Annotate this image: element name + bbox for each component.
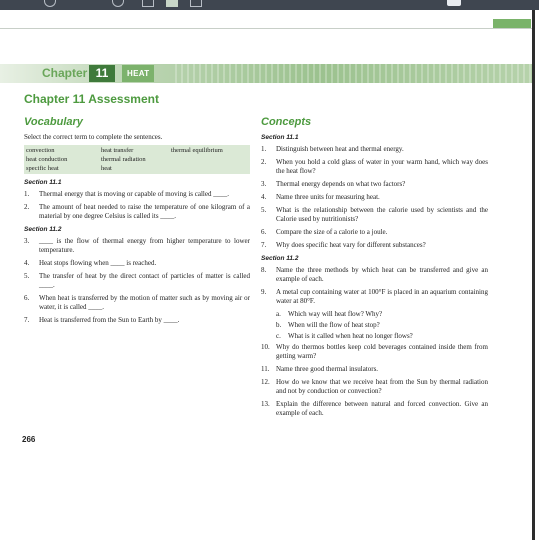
question-number: 4. [261, 193, 267, 201]
toolbar-selected-icon[interactable] [166, 0, 178, 7]
question-number: 4. [24, 259, 30, 267]
sub-question-text: What is it called when heat no longer flows? [288, 332, 413, 340]
sub-question-letter: b. [276, 321, 282, 329]
term [171, 155, 251, 164]
concepts-column [261, 116, 488, 422]
term: heat [101, 165, 112, 172]
question-text: The transfer of heat by the direct contact of particles of matter is called ____. [39, 272, 250, 289]
page-title: Chapter 11 Assessment [24, 92, 159, 106]
chapter-number: 11 [89, 65, 115, 82]
term: heat transfer [101, 147, 134, 154]
question-item [261, 145, 488, 154]
question-number: 7. [24, 316, 30, 324]
chapter-topic: HEAT [122, 65, 154, 82]
app-toolbar [0, 0, 539, 10]
section-label: Section 11.2 [261, 255, 299, 262]
question-number: 12. [261, 378, 270, 386]
question-number: 9. [261, 288, 267, 296]
question-item [261, 266, 488, 284]
question-item [261, 400, 488, 418]
question-item [24, 190, 250, 199]
question-text: Heat is transferred from the Sun to Earth by ____. [39, 316, 180, 324]
question-number: 5. [24, 272, 30, 280]
question-number: 5. [261, 206, 267, 214]
question-item [24, 203, 250, 221]
question-text: ____ is the flow of thermal energy from higher temperature to lower temperature. [39, 237, 250, 254]
toolbar-bracket-icon[interactable] [190, 0, 202, 7]
page-tab-marker [493, 19, 531, 28]
question-number: 13. [261, 400, 270, 408]
question-text: What is the relationship between the calorie used by scientists and the Calorie used by nutritionists? [276, 206, 488, 223]
term [171, 164, 251, 173]
question-item [261, 378, 488, 396]
toolbar-circle-icon[interactable] [112, 0, 124, 7]
concepts-sections [261, 133, 488, 418]
vocabulary-instruction: Select the correct term to complete the sentences. [24, 133, 163, 141]
question-text: When heat is transferred by the motion of matter such as by moving air or water, it is called ____. [39, 294, 250, 311]
question-number: 2. [24, 203, 30, 211]
question-item [261, 365, 488, 374]
sub-question-text: When will the flow of heat stop? [288, 321, 380, 329]
question-item [24, 272, 250, 290]
question-text: The amount of heat needed to raise the temperature of one kilogram of a material by one degree Celsius is called its ____. [39, 203, 250, 220]
question-text: How do we know that we receive heat from the Sun by thermal radiation and not by conduction or convection? [276, 378, 488, 395]
question-text: Compare the size of a calorie to a joule. [276, 228, 388, 236]
toolbar-badge-icon[interactable] [447, 0, 461, 6]
question-number: 3. [261, 180, 267, 188]
question-item [24, 294, 250, 312]
question-text: Explain the difference between natural and forced convection. Give an example of each. [276, 400, 488, 417]
section-label: Section 11.2 [24, 226, 62, 233]
question-number: 8. [261, 266, 267, 274]
question-item [261, 343, 488, 361]
term-bank [24, 145, 250, 174]
question-item [261, 180, 488, 189]
question-item [261, 193, 488, 202]
question-number: 3. [24, 237, 30, 245]
question-number: 7. [261, 241, 267, 249]
page-edge [532, 10, 535, 540]
term: thermal radiation [101, 156, 146, 163]
question-text: A metal cup containing water at 100°F is placed in an aquarium containing water at 80°F. [276, 288, 488, 305]
term: heat conduction [26, 156, 68, 163]
sub-question [276, 321, 488, 330]
sub-question [276, 310, 488, 319]
page-divider [0, 28, 532, 29]
question-item [261, 158, 488, 176]
question-text: Why does specific heat vary for different substances? [276, 241, 426, 249]
vocabulary-heading: Vocabulary [24, 116, 83, 128]
banner-stripes [175, 64, 532, 83]
question-item [24, 259, 250, 268]
sub-question [276, 332, 488, 341]
question-text: When you hold a cold glass of water in your warm hand, which way does the heat flow? [276, 158, 488, 175]
question-text: Thermal energy depends on what two factors? [276, 180, 406, 188]
term: thermal equilibrium [171, 147, 223, 154]
question-text: Name the three methods by which heat can be transferred and give an example of each. [276, 266, 488, 283]
question-number: 11. [261, 365, 270, 373]
sub-question-letter: c. [276, 332, 281, 340]
question-item [24, 237, 250, 255]
question-text: Heat stops flowing when ____ is reached. [39, 259, 157, 267]
chapter-word: Chapter [42, 66, 88, 80]
question-item [261, 228, 488, 237]
sub-question-letter: a. [276, 310, 281, 318]
section-label: Section 11.1 [261, 134, 299, 141]
question-number: 2. [261, 158, 267, 166]
question-number: 10. [261, 343, 270, 351]
vocabulary-sections [24, 178, 250, 325]
question-text: Name three good thermal insulators. [276, 365, 379, 373]
question-number: 6. [261, 228, 267, 236]
vocabulary-column [24, 116, 250, 329]
toolbar-bracket-icon[interactable] [142, 0, 154, 7]
term: convection [26, 147, 55, 154]
sub-question-text: Which way will heat flow? Why? [288, 310, 383, 318]
question-text: Why do thermos bottles keep cold beverages contained inside them from getting warm? [276, 343, 488, 360]
toolbar-circle-icon[interactable] [44, 0, 56, 7]
question-text: Thermal energy that is moving or capable of moving is called ____. [39, 190, 229, 198]
question-item [261, 241, 488, 250]
concepts-heading: Concepts [261, 116, 312, 128]
chapter-banner [0, 64, 532, 83]
question-number: 1. [24, 190, 30, 198]
question-text: Distinguish between heat and thermal energy. [276, 145, 404, 153]
question-item [261, 288, 488, 306]
question-number: 6. [24, 294, 30, 302]
question-number: 1. [261, 145, 267, 153]
question-text: Name three units for measuring heat. [276, 193, 380, 201]
section-label: Section 11.1 [24, 179, 62, 186]
term: specific heat [26, 165, 59, 172]
page-number: 266 [22, 435, 36, 444]
question-item [261, 206, 488, 224]
question-item [24, 316, 250, 325]
